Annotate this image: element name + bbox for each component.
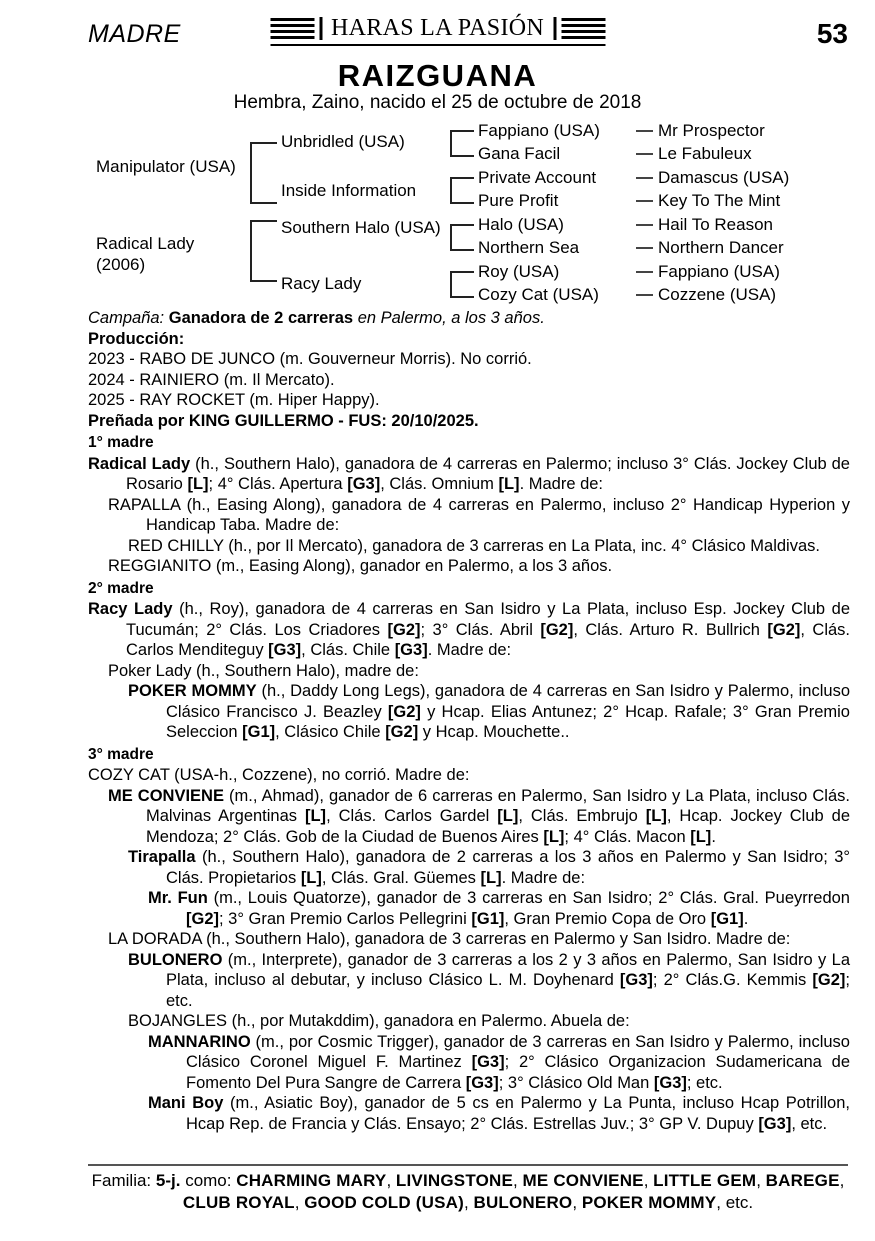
first-dam-text-a: (h., Southern Halo), ganadora de 4 carreras en Palermo; incluso 3° Clás. Jockey Club de Rosario xyxy=(126,454,850,493)
logo-cap-right xyxy=(553,17,556,40)
grade-badge: [G3] xyxy=(268,641,302,659)
offspring-text-d: y Hcap. Mouchette.. xyxy=(418,723,570,741)
offspring-text-a: (h., Daddy Long Legs), ganadora de 4 carreras en San Isidro y Palermo, incluso Clásico Francisco J. Beazley xyxy=(166,682,851,721)
first-dam-text-c: , Clás. Omnium xyxy=(380,475,499,493)
offspring-entry xyxy=(108,786,850,848)
pedigree-text-body xyxy=(88,308,850,1134)
bracket-gen2-3 xyxy=(450,224,474,251)
pedigree-gen2-3: Southern Halo (USA) xyxy=(281,218,441,237)
offspring-text-a: (m., Interprete), ganador de 3 carreras a los 2 y 3 años en Palermo, San Isidro y La Plata, incluso al debutar, y incluso Clásico L. M. Doyhenard xyxy=(166,950,850,989)
offspring-text-c: ; etc. xyxy=(166,971,850,1010)
page-header xyxy=(0,14,875,60)
pedigree-chart xyxy=(88,120,868,304)
dash-gen4-4 xyxy=(636,200,653,202)
pedigree-gen4-5: Hail To Reason xyxy=(658,215,773,234)
pedigree-gen2-4: Racy Lady xyxy=(281,274,362,293)
offspring-entry: RED CHILLY (h., por Il Mercato), ganadora de 3 carreras en La Plata, inc. 4° Clásico Maldivas. xyxy=(128,536,820,555)
production-heading xyxy=(88,329,850,350)
grade-badge: [G3] xyxy=(758,1114,792,1133)
offspring-entry xyxy=(148,888,850,929)
offspring-text-a: (m., Louis Quatorze), ganador de 3 carreras en San Isidro; 2° Clás. Gral. Pueyrredon xyxy=(207,889,850,907)
pedigree-sire: Manipulator (USA) xyxy=(96,157,236,176)
bracket-sire xyxy=(250,142,277,204)
grade-badge: [L] xyxy=(543,827,565,846)
offspring-name: Mani Boy xyxy=(148,1094,224,1112)
second-dam-text-f: . Madre de: xyxy=(427,641,512,659)
family-name: LIVINGSTONE xyxy=(395,1171,514,1190)
grade-badge: [G2] xyxy=(767,620,801,639)
campaign-bold: Ganadora de 2 carreras xyxy=(168,309,354,327)
pedigree-gen3-1: Fappiano (USA) xyxy=(478,121,600,140)
first-dam-heading: 1° madre xyxy=(88,434,154,451)
offspring-text-a: (m., Ahmad), ganador de 6 carreras en Palermo, San Isidro y La Plata, incluso Clás. Malvinas Argentinas xyxy=(146,786,850,825)
family-footer xyxy=(88,1164,848,1214)
offspring-name: Tirapalla xyxy=(128,848,196,866)
bracket-dam xyxy=(250,220,277,282)
second-dam-entry xyxy=(88,599,850,661)
second-dam-text-b: ; 3° Clás. Abril xyxy=(420,620,541,639)
grade-badge: [G3] xyxy=(471,1053,505,1071)
grade-badge: [L] xyxy=(187,475,209,493)
pedigree-gen2-1: Unbridled (USA) xyxy=(281,132,405,151)
offspring-text-b: , etc. xyxy=(791,1114,828,1133)
grade-badge: [G3] xyxy=(394,641,428,659)
logo-underline xyxy=(270,44,605,46)
offspring-text-b: ; 3° Gran Premio Carlos Pellegrini xyxy=(219,909,472,928)
grade-badge: [L] xyxy=(480,868,502,887)
campaign-rest: en Palermo, a los 3 años. xyxy=(357,309,545,327)
second-dam-name: Racy Lady xyxy=(88,600,173,618)
pedigree-gen4-4: Key To The Mint xyxy=(658,191,781,210)
pedigree-gen4-1: Mr Prospector xyxy=(658,121,765,140)
offspring-text-e: ; 4° Clás. Macon xyxy=(564,827,691,846)
grade-badge: [L] xyxy=(690,827,712,846)
third-dam-entry: COZY CAT (USA-h., Cozzene), no corrió. Madre de: xyxy=(88,766,470,784)
pedigree-gen3-5: Halo (USA) xyxy=(478,215,564,234)
bracket-gen2-1 xyxy=(450,130,474,157)
offspring-entry xyxy=(128,950,850,1012)
offspring-name: BULONERO xyxy=(128,950,223,969)
dash-gen4-1 xyxy=(636,130,653,132)
dash-gen4-5 xyxy=(636,224,653,226)
grade-badge: [G3] xyxy=(465,1073,499,1092)
offspring-entry xyxy=(148,1093,850,1134)
first-dam-entry xyxy=(88,454,850,495)
grade-badge: [L] xyxy=(498,475,520,493)
dash-gen4-7 xyxy=(636,271,653,273)
header-left-label: MADRE xyxy=(88,20,181,48)
grade-badge: [G3] xyxy=(619,971,653,989)
offspring-entry: RAPALLA (h., Easing Along), ganadora de 4 carreras en Palermo, incluso 2° Handicap Hyperion y Handicap Taba. Madre de: xyxy=(108,495,850,534)
dash-gen4-6 xyxy=(636,247,653,249)
farm-name: HARAS LA PASIÓN xyxy=(331,15,544,41)
logo-bars-right xyxy=(561,18,605,39)
family-name: ME CONVIENE xyxy=(522,1171,644,1190)
dash-gen4-2 xyxy=(636,153,653,155)
first-dam-text-d: . Madre de: xyxy=(519,475,604,493)
offspring-text-b: y Hcap. Elias Antunez; 2° Hcap. Rafale; 3° Gran Premio Seleccion xyxy=(166,702,850,741)
offspring-text-b: , Clás. Gral. Güemes xyxy=(321,868,481,887)
pedigree-gen3-7: Roy (USA) xyxy=(478,262,560,281)
grade-badge: [L] xyxy=(304,807,327,825)
offspring-text-c: , Clásico Chile xyxy=(275,723,386,741)
offspring-name: ME CONVIENE xyxy=(108,786,224,805)
family-name: CHARMING MARY xyxy=(236,1171,387,1190)
second-dam-text-a: (h., Roy), ganadora de 4 carreras en San Isidro y La Plata, incluso Esp. Jockey Club de Tucumán; 2° Clás. Los Criadores xyxy=(126,600,851,639)
second-dam-text-e: , Clás. Chile xyxy=(301,641,395,659)
offspring-text-a: (m., Asiatic Boy), ganador de 5 cs en Palermo y La Punta, incluso Hcap Potrillon, Hcap Rep. de Francia y Clás. Ensayo; 2° Clás. Estrellas Juv.; 3° GP V. Dupuy xyxy=(186,1094,850,1133)
dash-gen4-3 xyxy=(636,177,653,179)
grade-badge: [G1] xyxy=(710,909,744,928)
offspring-text-d: ; etc. xyxy=(686,1073,723,1092)
offspring-text-f: . xyxy=(711,827,716,846)
grade-badge: [G3] xyxy=(653,1073,687,1092)
offspring-entry xyxy=(128,847,850,888)
pedigree-gen4-6: Northern Dancer xyxy=(658,238,784,257)
grade-badge: [G2] xyxy=(387,702,421,721)
offspring-text-b: , Clás. Carlos Gardel xyxy=(326,807,498,825)
production-entry: 2025 - RAY ROCKET (m. Hiper Happy). xyxy=(88,391,380,409)
pedigree-gen4-2: Le Fabuleux xyxy=(658,144,752,163)
offspring-text-c: ; 3° Clásico Old Man xyxy=(498,1073,654,1092)
offspring-text-d: , Hcap. Jockey Club de Mendoza; 2° Clás. Gob de la Ciudad de Buenos Aires xyxy=(146,807,851,846)
pedigree-dam: Radical Lady (2006) xyxy=(96,234,195,274)
offspring-text-a: (m., por Cosmic Trigger), ganador de 3 carreras en San Isidro y Palermo, incluso Clásico Coronel Miguel F. Martinez xyxy=(186,1032,850,1071)
campaign-label: Campaña: xyxy=(88,309,165,327)
offspring-name: POKER MOMMY xyxy=(128,682,257,700)
production-entry: 2023 - RABO DE JUNCO (m. Gouverneur Morris). No corrió. xyxy=(88,350,532,368)
horse-description: Hembra, Zaino, nacido el 25 de octubre de 2018 xyxy=(233,92,642,113)
bracket-gen2-4 xyxy=(450,271,474,298)
family-etc: etc. xyxy=(725,1193,754,1212)
offspring-text-c: , Clás. Embrujo xyxy=(518,807,646,825)
grade-badge: [G2] xyxy=(812,971,846,989)
offspring-name: MANNARINO xyxy=(148,1032,251,1051)
offspring-text-c: . Madre de: xyxy=(501,868,586,887)
footer-divider xyxy=(88,1164,848,1166)
offspring-entry xyxy=(148,1032,850,1094)
farm-logo xyxy=(270,16,605,46)
grade-badge: [G2] xyxy=(385,723,419,741)
offspring-entry xyxy=(128,681,850,743)
pedigree-gen2-2: Inside Information xyxy=(281,181,417,200)
family-code: 5-j. xyxy=(155,1171,181,1190)
grade-badge: [G1] xyxy=(471,909,505,928)
second-dam-text-c: , Clás. Arturo R. Bullrich xyxy=(573,620,768,639)
logo-bars-left xyxy=(270,18,314,39)
family-name: POKER MOMMY xyxy=(581,1193,717,1212)
campaign-line xyxy=(88,308,850,329)
pedigree-gen3-6: Northern Sea xyxy=(478,238,580,257)
offspring-entry: Poker Lady (h., Southern Halo), madre de: xyxy=(108,661,419,680)
pedigree-gen4-3: Damascus (USA) xyxy=(658,168,790,187)
grade-badge: [G3] xyxy=(347,475,381,493)
pedigree-gen3-3: Private Account xyxy=(478,168,597,187)
second-dam-heading: 2° madre xyxy=(88,579,154,597)
pedigree-gen3-4: Pure Profit xyxy=(478,191,559,210)
offspring-text-a: (h., Southern Halo), ganadora de 2 carreras a los 3 años en Palermo y San Isidro; 3° Clás. Propietarios xyxy=(166,848,850,887)
family-name: BAREGE xyxy=(765,1171,840,1190)
pedigree-gen4-7: Fappiano (USA) xyxy=(658,262,780,281)
offspring-name: Mr. Fun xyxy=(148,889,208,907)
family-label: Familia: xyxy=(91,1171,152,1190)
pedigree-gen4-8: Cozzene (USA) xyxy=(658,285,777,304)
grade-badge: [G1] xyxy=(242,723,276,741)
pregnancy-note-text: Preñada por KING GUILLERMO - FUS: 20/10/2025. xyxy=(88,411,479,430)
production-entry: 2024 - RAINIERO (m. Il Mercato). xyxy=(88,370,335,389)
first-dam-text-b: ; 4° Clás. Apertura xyxy=(208,475,348,493)
offspring-text-b: ; 2° Clásico Organizacion Sudamericana de Fomento Del Pura Sangre de Carrera xyxy=(186,1053,850,1092)
page-number: 53 xyxy=(816,18,848,49)
page-title: RAIZGUANA xyxy=(337,58,538,93)
dash-gen4-8 xyxy=(636,294,653,296)
offspring-text-d: . xyxy=(743,909,749,928)
third-dam-heading: 3° madre xyxy=(88,745,154,763)
pedigree-gen3-8: Cozy Cat (USA) xyxy=(478,285,599,304)
family-name: LITTLE GEM xyxy=(653,1171,757,1190)
grade-badge: [G2] xyxy=(186,909,219,928)
offspring-entry: LA DORADA (h., Southern Halo), ganadora de 3 carreras en Palermo y San Isidro. Madre de: xyxy=(108,930,791,948)
offspring-text-c: , Gran Premio Copa de Oro xyxy=(504,909,711,928)
offspring-entry: BOJANGLES (h., por Mutakddim), ganadora en Palermo. Abuela de: xyxy=(128,1012,630,1030)
second-dam-text-d: , Clás. Carlos Menditeguy xyxy=(126,620,850,659)
offspring-entry: REGGIANITO (m., Easing Along), ganador en Palermo, a los 3 años. xyxy=(108,557,613,575)
grade-badge: [L] xyxy=(497,807,519,825)
logo-cap-left xyxy=(319,17,322,40)
grade-badge: [L] xyxy=(300,868,322,887)
family-line: Familia: 5-j. como: CHARMING MARY, LIVINGSTONE, ME CONVIENE, LITTLE GEM, BAREGE, CLUB ROYAL, GOOD COLD (USA), BULONERO, POKER MOMMY, etc. xyxy=(91,1171,845,1212)
grade-badge: [G2] xyxy=(387,620,421,639)
pedigree-gen3-2: Gana Facil xyxy=(478,144,561,163)
production-heading-text: Producción: xyxy=(88,329,185,348)
offspring-text-b: ; 2° Clás.G. Kemmis xyxy=(652,971,813,989)
bracket-gen2-2 xyxy=(450,177,474,204)
grade-badge: [G2] xyxy=(540,620,574,639)
first-dam-name: Radical Lady xyxy=(88,454,191,473)
pregnancy-note xyxy=(88,411,850,432)
grade-badge: [L] xyxy=(645,807,667,825)
family-como: como: xyxy=(185,1171,232,1190)
family-name: CLUB ROYAL xyxy=(182,1193,295,1212)
family-name: BULONERO xyxy=(473,1193,573,1212)
family-name: GOOD COLD (USA) xyxy=(304,1193,465,1212)
